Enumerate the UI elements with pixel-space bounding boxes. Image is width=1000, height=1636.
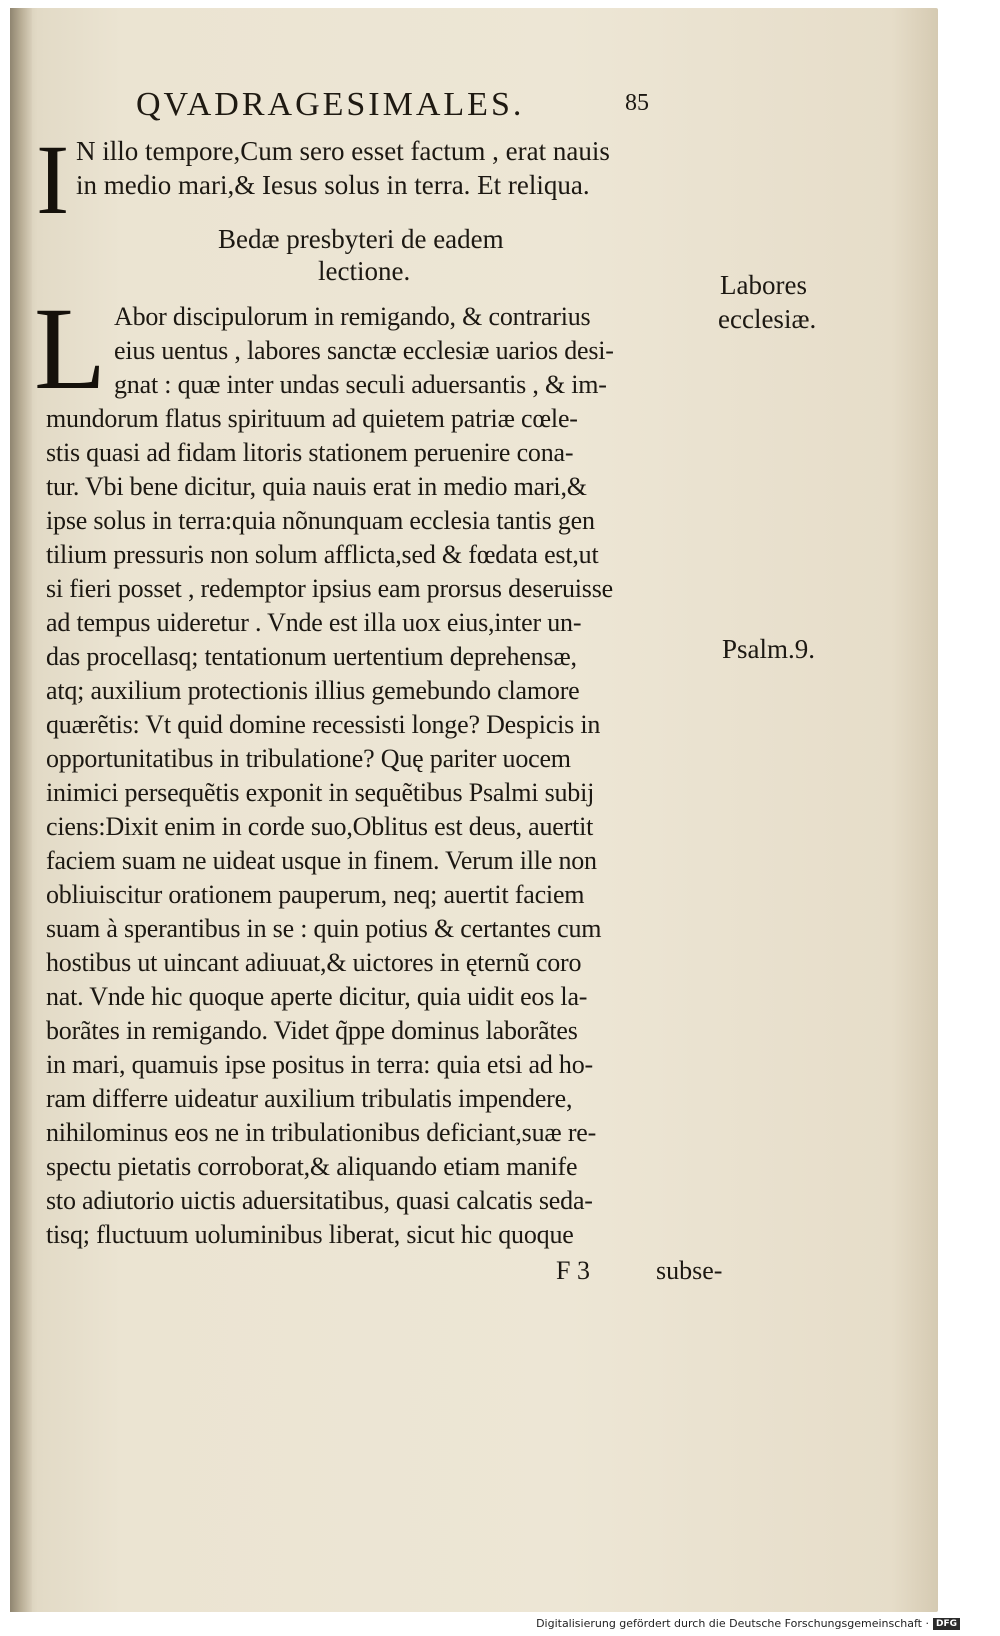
- body-line: obliuiscitur orationem pauperum, neq; auertit faciem: [46, 880, 585, 909]
- body-line: hostibus ut uincant adiuuat,& uictores in ęternũ coro: [46, 948, 582, 977]
- margin-note-labores: Labores: [720, 270, 807, 300]
- body-line: nihilominus eos ne in tribulationibus deficiant,suæ re-: [46, 1118, 597, 1147]
- body-line: spectu pietatis corroborat,& aliquando etiam manife: [46, 1152, 578, 1181]
- body-line: in mari, quamuis ipse positus in terra: quia etsi ad ho-: [46, 1050, 593, 1079]
- digitization-credit: [536, 1617, 960, 1630]
- margin-note-ecclesiae: ecclesiæ.: [718, 304, 817, 334]
- body-line: eius uentus , labores sanctæ ecclesiæ uarios desi-: [114, 336, 614, 365]
- body-line: nat. Vnde hic quoque aperte dicitur, quia uidit eos la-: [46, 982, 588, 1011]
- body-line: tur. Vbi bene dicitur, quia nauis erat in medio mari,&: [46, 472, 587, 501]
- body-line: faciem suam ne uideat usque in finem. Verum ille non: [46, 846, 597, 875]
- section-subtitle: Bedæ presbyteri de eadem: [218, 224, 504, 254]
- book-binding-edge: [10, 8, 32, 1612]
- body-line: atq; auxilium protectionis illius gemebundo clamore: [46, 676, 580, 705]
- dfg-logo: DFG: [933, 1618, 960, 1630]
- body-line: Abor discipulorum in remigando, & contrarius: [114, 302, 591, 331]
- body-line: ciens:Dixit enim in corde suo,Oblitus est deus, auertit: [46, 812, 594, 841]
- body-line: gnat : quæ inter undas seculi aduersantis , & im-: [114, 370, 607, 399]
- body-initial: L: [34, 283, 107, 414]
- margin-note-psalm: Psalm.9.: [722, 634, 816, 664]
- opening-initial: I: [36, 124, 70, 235]
- body-line: ipse solus in terra:quia nõnunquam ecclesia tantis gen: [46, 506, 595, 535]
- folio-number: 85: [625, 90, 649, 116]
- body-line: suam à sperantibus in se : quin potius & certantes cum: [46, 914, 602, 943]
- body-line: si fieri posset , redemptor ipsius eam prorsus deseruisse: [46, 574, 613, 603]
- body-line: stis quasi ad fidam litoris stationem peruenire cona-: [46, 438, 574, 467]
- body-line: tisq; fluctuum uoluminibus liberat, sicut hic quoque: [46, 1220, 574, 1249]
- body-line: borãtes in remigando. Videt q̃ppe dominus laborãtes: [46, 1016, 578, 1045]
- catchword: subse-: [656, 1256, 723, 1285]
- body-line: ad tempus uideretur . Vnde est illa uox eius,inter un-: [46, 608, 582, 637]
- body-line: tilium pressuris non solum afflicta,sed & fœdata est,ut: [46, 540, 599, 569]
- body-line: sto adiutorio uictis aduersitatibus, quasi calcatis seda-: [46, 1186, 593, 1215]
- opening-line: in medio mari,& Iesus solus in terra. Et reliqua.: [76, 170, 590, 200]
- body-line: mundorum flatus spirituum ad quietem patriæ cœle-: [46, 404, 578, 433]
- signature-mark: F 3: [556, 1256, 590, 1285]
- body-line: quærẽtis: Vt quid domine recessisti longe? Despicis in: [46, 710, 601, 739]
- credit-text: Digitalisierung gefördert durch die Deutsche Forschungsgemeinschaft ·: [536, 1617, 929, 1630]
- body-line: inimici persequẽtis exponit in sequẽtibus Psalmi subij: [46, 778, 595, 807]
- body-line: ram differre uideatur auxilium tribulatis impendere,: [46, 1084, 573, 1113]
- section-subtitle: lectione.: [318, 256, 411, 286]
- body-line: das procellasq; tentationum uertentium deprehensæ,: [46, 642, 577, 671]
- body-line: opportunitatibus in tribulatione? Quę pariter uocem: [46, 744, 571, 773]
- running-title: QVADRAGESIMALES.: [136, 86, 525, 123]
- opening-line: N illo tempore,Cum sero esset factum , erat nauis: [76, 136, 610, 166]
